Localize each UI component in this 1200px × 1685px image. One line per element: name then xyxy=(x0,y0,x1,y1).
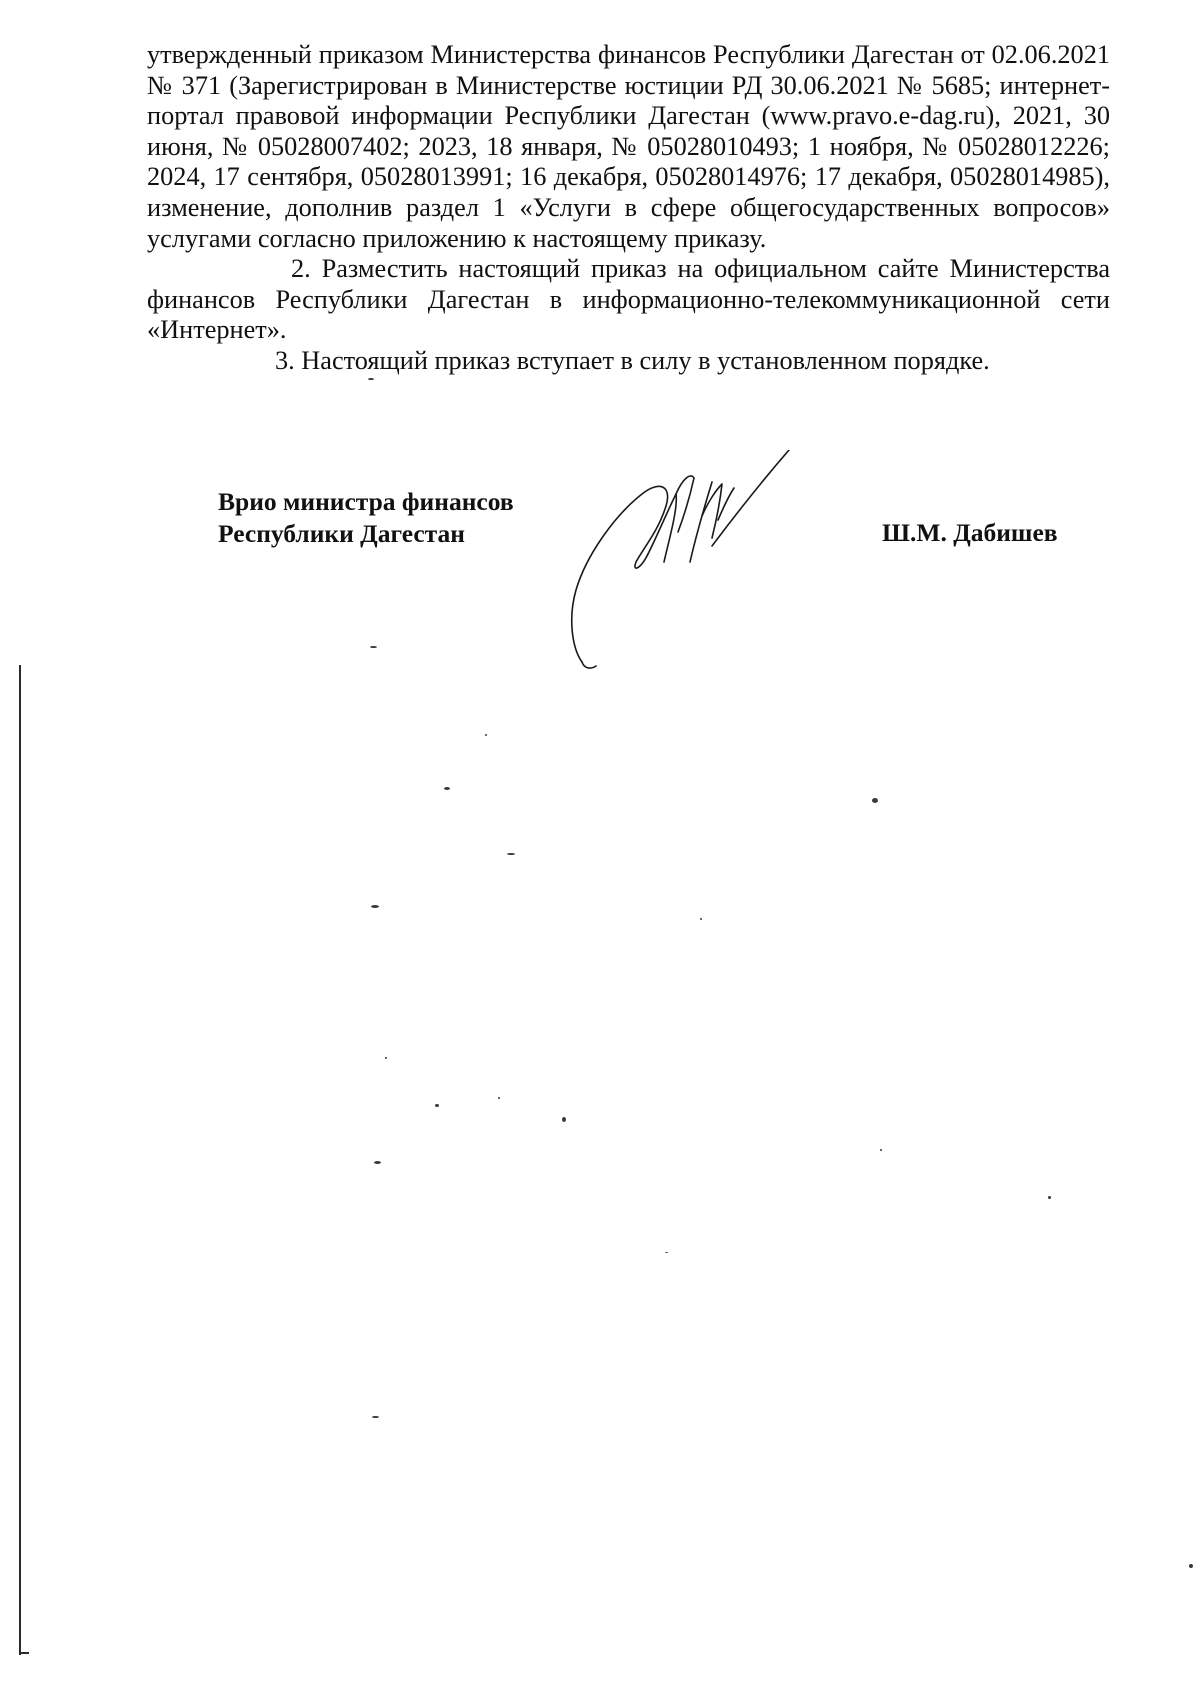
scan-speck xyxy=(1189,1564,1193,1568)
scan-speck xyxy=(562,1117,566,1122)
paragraph-publication: 2. Разместить настоящий приказ на официальном сайте Министерства финансов Республики Дагестан в информационно-телекоммуникационной сети «Интернет». xyxy=(147,254,1110,345)
scan-speck xyxy=(665,1252,668,1253)
scan-speck xyxy=(372,1416,379,1418)
scan-speck xyxy=(371,905,379,908)
paragraph-effective-date: 3. Настоящий приказ вступает в силу в установленном порядке. xyxy=(275,345,990,375)
scan-speck xyxy=(507,853,515,855)
paragraph-amendment: утвержденный приказом Министерства финансов Республики Дагестан от 02.06.2021 № 371 (Зарегистрирован в Министерстве юстиции РД 30.06.2021 № 5685; интернет-портал правовой информации Республики Дагестан (www.pravo.e-dag.ru), 2021, 30 июня, № 05028007402; 2023, 18 января, № 05028010493; 1 ноября, № 05028012226; 2024, 17 сентября, 05028013991; 16 декабря, 05028014976; 17 декабря, 05028014985), изменение, дополнив раздел 1 «Услуги в сфере общегосударственных вопросов» услугами согласно приложению к настоящему приказу. xyxy=(147,40,1110,253)
scan-speck xyxy=(880,1149,882,1151)
scan-border-corner xyxy=(19,1652,29,1654)
scan-speck xyxy=(435,1104,439,1107)
scan-speck xyxy=(374,1161,381,1164)
scan-speck xyxy=(370,646,377,648)
signatory-name: Ш.М. Дабишев xyxy=(882,518,1058,547)
scan-speck xyxy=(444,787,450,790)
scan-speck xyxy=(385,1057,387,1059)
scan-speck xyxy=(368,378,374,380)
signatory-position-line-1: Врио министра финансов xyxy=(218,487,514,516)
handwritten-signature xyxy=(570,450,850,680)
scan-speck xyxy=(1048,1196,1051,1199)
scan-speck xyxy=(872,798,878,803)
scan-speck xyxy=(700,918,702,920)
scan-speck xyxy=(485,734,487,736)
scan-speck xyxy=(498,1097,500,1099)
signatory-position xyxy=(218,486,514,550)
document-body xyxy=(147,40,1110,377)
signatory-position-line-2: Республики Дагестан xyxy=(218,519,465,548)
scan-border-line xyxy=(19,665,21,1655)
